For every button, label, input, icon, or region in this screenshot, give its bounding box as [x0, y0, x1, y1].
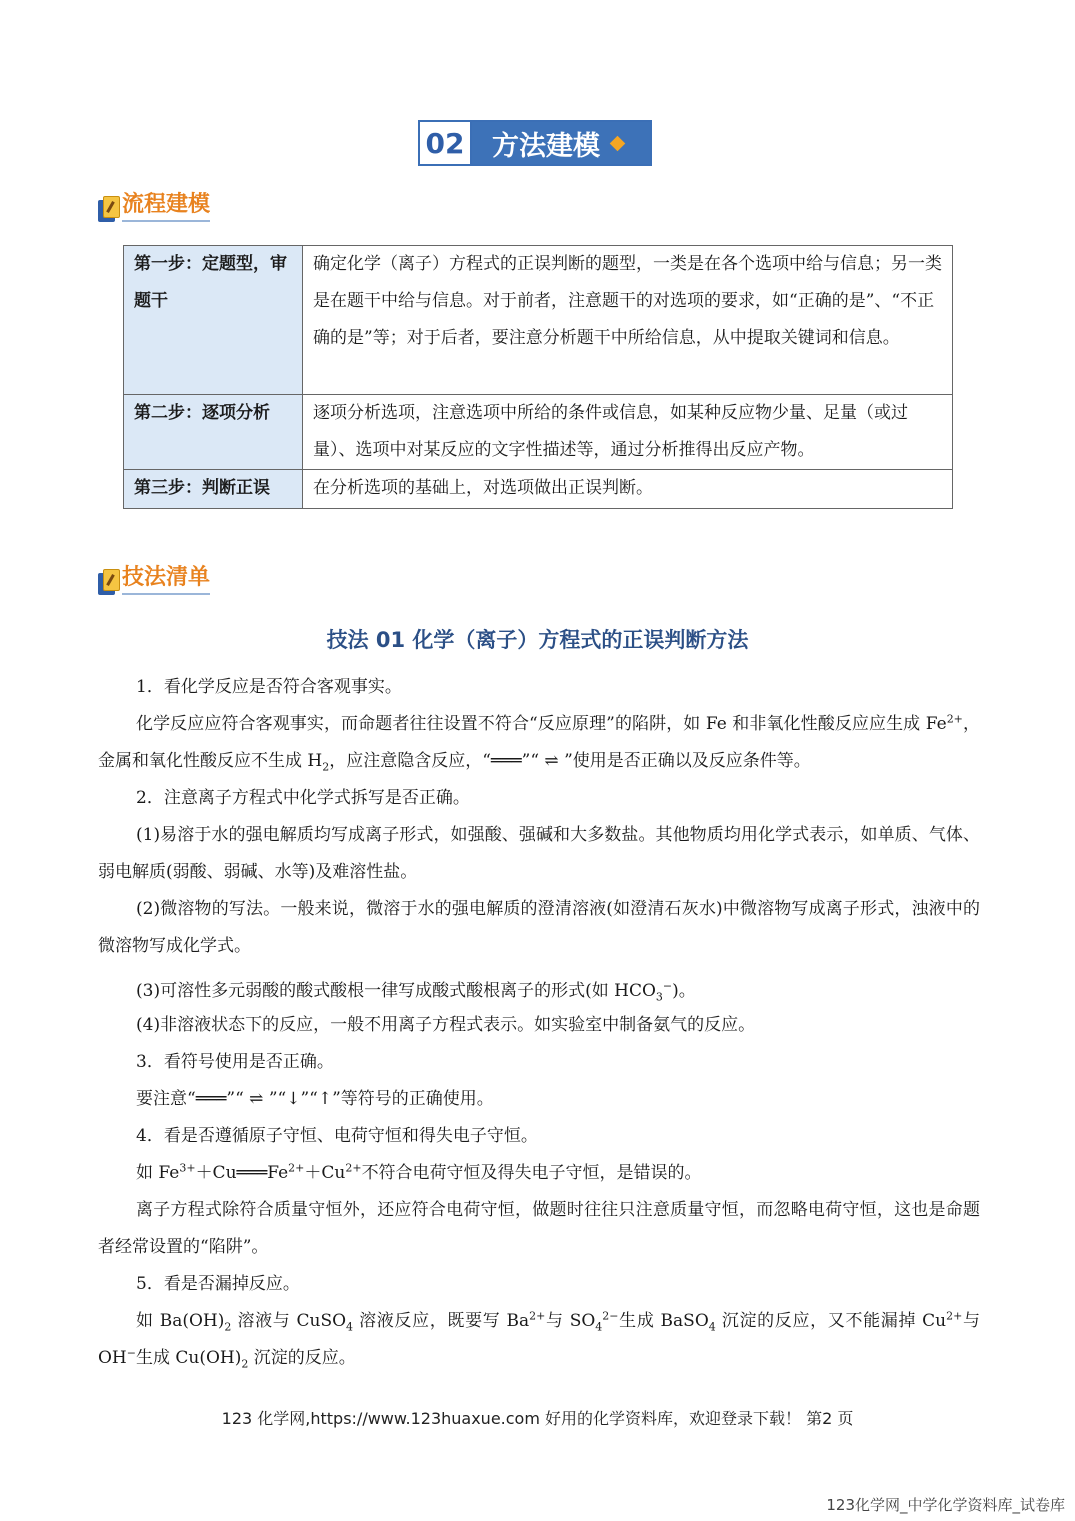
section-title-text: 方法建模 — [492, 130, 600, 162]
method-title: 技法 01 化学（离子）方程式的正误判断方法 — [326, 628, 749, 652]
paragraph: 5．看是否漏掉反应。 — [136, 1274, 300, 1294]
step-key: 第三步：判断正误 — [124, 470, 303, 509]
step-value: 在分析选项的基础上，对选项做出正误判断。 — [303, 470, 953, 509]
table-row — [124, 246, 953, 395]
heading-process-modeling — [98, 192, 210, 222]
book-icon — [98, 569, 120, 595]
section-badge — [418, 120, 652, 166]
paragraph: 1．看化学反应是否符合客观事实。 — [136, 677, 402, 697]
paragraph: (3)可溶性多元弱酸的酸式酸根一律写成酸式酸根离子的形式(如 $HCO_3^-$)。 — [136, 979, 696, 1004]
step-value: 逐项分析选项，注意选项中所给的条件或信息，如某种反应物少量、足量（或过量）、选项中对某反应的文字性描述等，通过分析推得出反应产物。 — [303, 395, 953, 470]
paragraph: 如 $Ba(OH)_2$ 溶液与 CuSO$_4$ 溶液反应，既要写 $Ba^{2+}$与 $SO_4^{2-}$生成 BaSO$_4$ 沉淀的反应，又不能漏掉 $Cu^{2+}$与 OH−生成 $Cu(OH)_2$ 沉淀的反应。 — [98, 1309, 981, 1371]
paragraph: (4)非溶液状态下的反应，一般不用离子方程式表示。如实验室中制备氨气的反应。 — [136, 1015, 756, 1035]
steps-table — [123, 245, 953, 509]
diamond-icon — [610, 135, 626, 151]
section-number: 02 — [420, 122, 472, 164]
heading-label: 技法清单 — [122, 565, 210, 595]
paragraph: 2．注意离子方程式中化学式拆写是否正确。 — [136, 788, 470, 808]
paragraph: 离子方程式除符合质量守恒外，还应符合电荷守恒，做题时往往只注意质量守恒，而忽略电荷守恒，这也是命题者经常设置的“陷阱”。 — [98, 1200, 980, 1257]
paragraph: (2)微溶物的写法。一般来说，微溶于水的强电解质的澄清溶液(如澄清石灰水)中微溶物写成离子形式，浊液中的微溶物写成化学式。 — [98, 899, 980, 956]
watermark: 123化学网_中学化学资料库_试卷库 — [826, 1496, 1065, 1514]
step-key: 第二步：逐项分析 — [124, 395, 303, 470]
paragraph: 3．看符号使用是否正确。 — [136, 1052, 334, 1072]
heading-technique-list — [98, 565, 210, 595]
page-footer: 123 化学网,https://www.123huaxue.com 好用的化学资料库，欢迎登录下载！ 第2 页 — [221, 1409, 854, 1428]
book-icon — [98, 196, 120, 222]
paragraph: (1)易溶于水的强电解质均写成离子形式，如强酸、强碱和大多数盐。其他物质均用化学式表示，如单质、气体、弱电解质(弱酸、弱碱、水等)及难溶性盐。 — [98, 825, 980, 882]
step-value: 确定化学（离子）方程式的正误判断的题型，一类是在各个选项中给与信息；另一类是在题干中给与信息。对于前者，注意题干的对选项的要求，如“正确的是”、“不正确的是”等；对于后者，要注意分析题干中所给信息，从中提取关键词和信息。 — [303, 246, 953, 395]
paragraph: 4．看是否遵循原子守恒、电荷守恒和得失电子守恒。 — [136, 1126, 538, 1146]
heading-label: 流程建模 — [122, 192, 210, 222]
step-key: 第一步：定题型，审题干 — [124, 246, 303, 395]
table-row — [124, 470, 953, 509]
paragraph: 化学反应应符合客观事实，而命题者往往设置不符合“反应原理”的陷阱，如 Fe 和非氧化性酸反应应生成 $Fe^{2+}$，金属和氧化性酸反应不生成 $H_2$，应注意隐含反应，“═══”“ ⇌ ”使用是否正确以及反应条件等。 — [98, 712, 980, 774]
section-title — [472, 122, 650, 164]
paragraph: 如 $Fe^{3+}+Cu═══Fe^{2+}+Cu^{2+}$不符合电荷守恒及得失电子守恒，是错误的。 — [136, 1161, 702, 1183]
paragraph: 要注意“═══”“ ⇌ ”“↓”“↑”等符号的正确使用。 — [136, 1089, 494, 1109]
table-row — [124, 395, 953, 470]
